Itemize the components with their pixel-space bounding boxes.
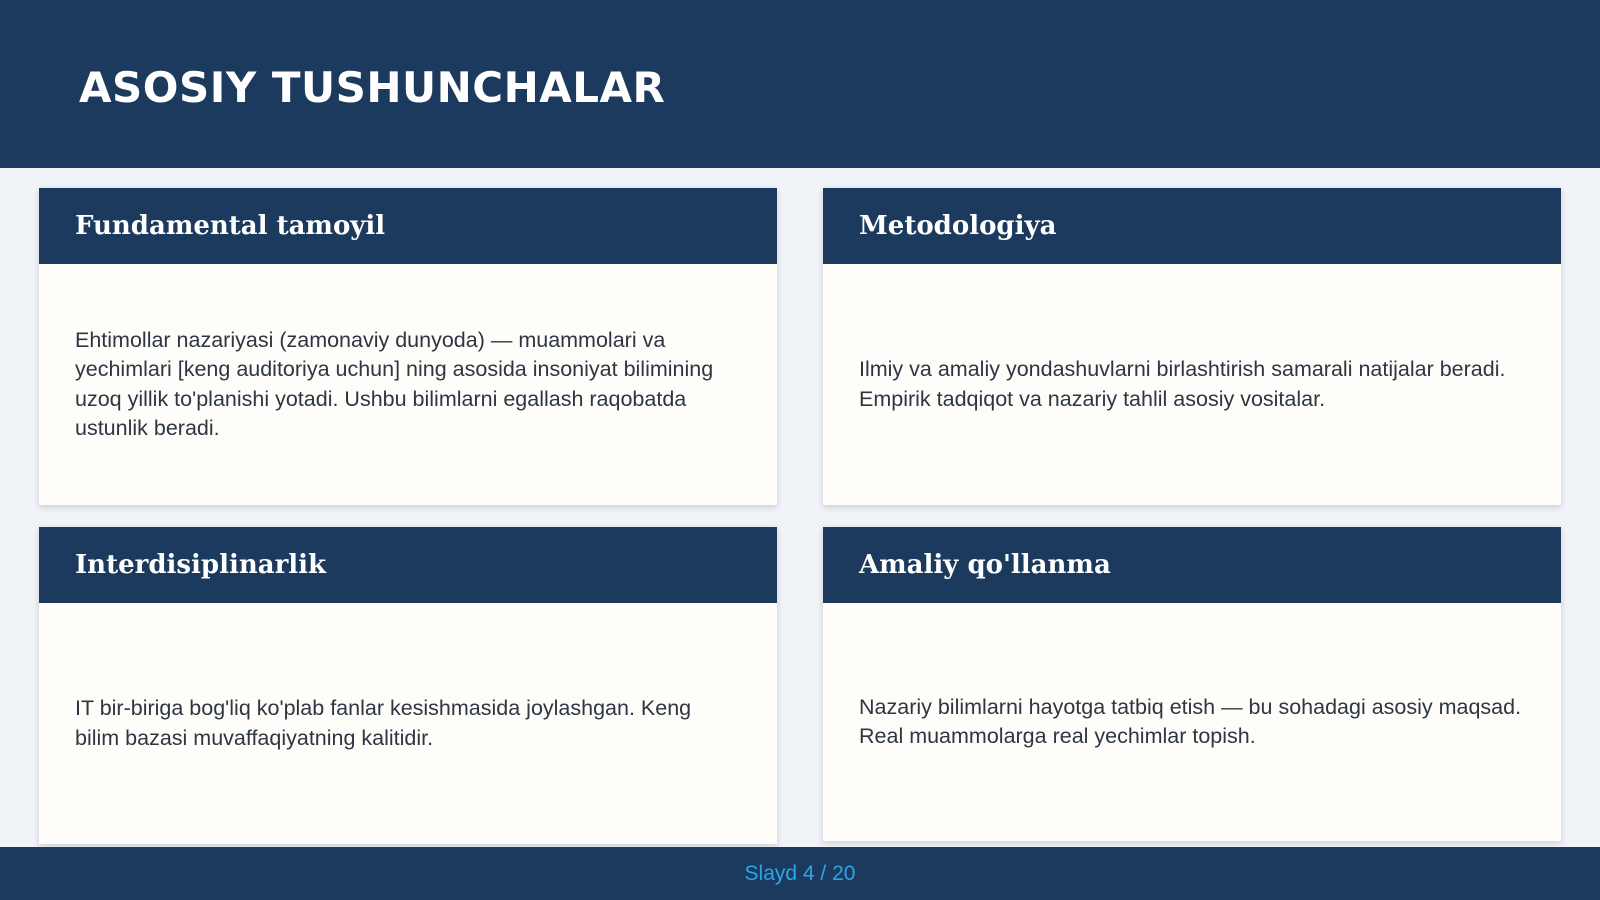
slide-header: [0, 0, 1600, 168]
card-text: Ehtimollar nazariyasi (zamonaviy dunyoda) — muammolari va yechimlari [keng auditoriya uchun] ning asosida insoniyat bilimining uzoq yillik to'planishi yotadi. Ushbu bilimlarni egallash raqobatda ustunlik beradi.: [75, 327, 714, 440]
card-title: Interdisiplinarlik: [75, 550, 327, 580]
card-text: Ilmiy va amaliy yondashuvlarni birlashtirish samarali natijalar beradi. Empirik tadqiqot va nazariy tahlil asosiy vositalar.: [859, 357, 1506, 411]
card-header: [823, 527, 1561, 603]
card-header: [823, 188, 1561, 264]
slide-footer: [0, 847, 1600, 900]
card-body: [823, 603, 1561, 841]
card-amaliy-qollanma: [823, 527, 1561, 841]
card-metodologiya: [823, 188, 1561, 505]
slide-counter: Slayd 4 / 20: [744, 862, 856, 885]
card-body: [39, 603, 777, 844]
card-header: [39, 527, 777, 603]
card-text: Nazariy bilimlarni hayotga tatbiq etish — bu sohadagi asosiy maqsad. Real muammolarga real yechimlar topish.: [859, 694, 1522, 748]
card-interdisiplinarlik: [39, 527, 777, 844]
slide-title: ASOSIY TUSHUNCHALAR: [79, 63, 666, 112]
card-title: Fundamental tamoyil: [75, 211, 386, 241]
card-title: Amaliy qo'llanma: [859, 550, 1111, 580]
card-header: [39, 188, 777, 264]
card-title: Metodologiya: [859, 211, 1057, 241]
card-body: [823, 264, 1561, 505]
card-fundamental-tamoyil: [39, 188, 777, 505]
card-text: IT bir-biriga bog'liq ko'plab fanlar kesishmasida joylashgan. Keng bilim bazasi muvaffaqiyatning kalitidir.: [75, 696, 692, 750]
card-body: [39, 264, 777, 505]
